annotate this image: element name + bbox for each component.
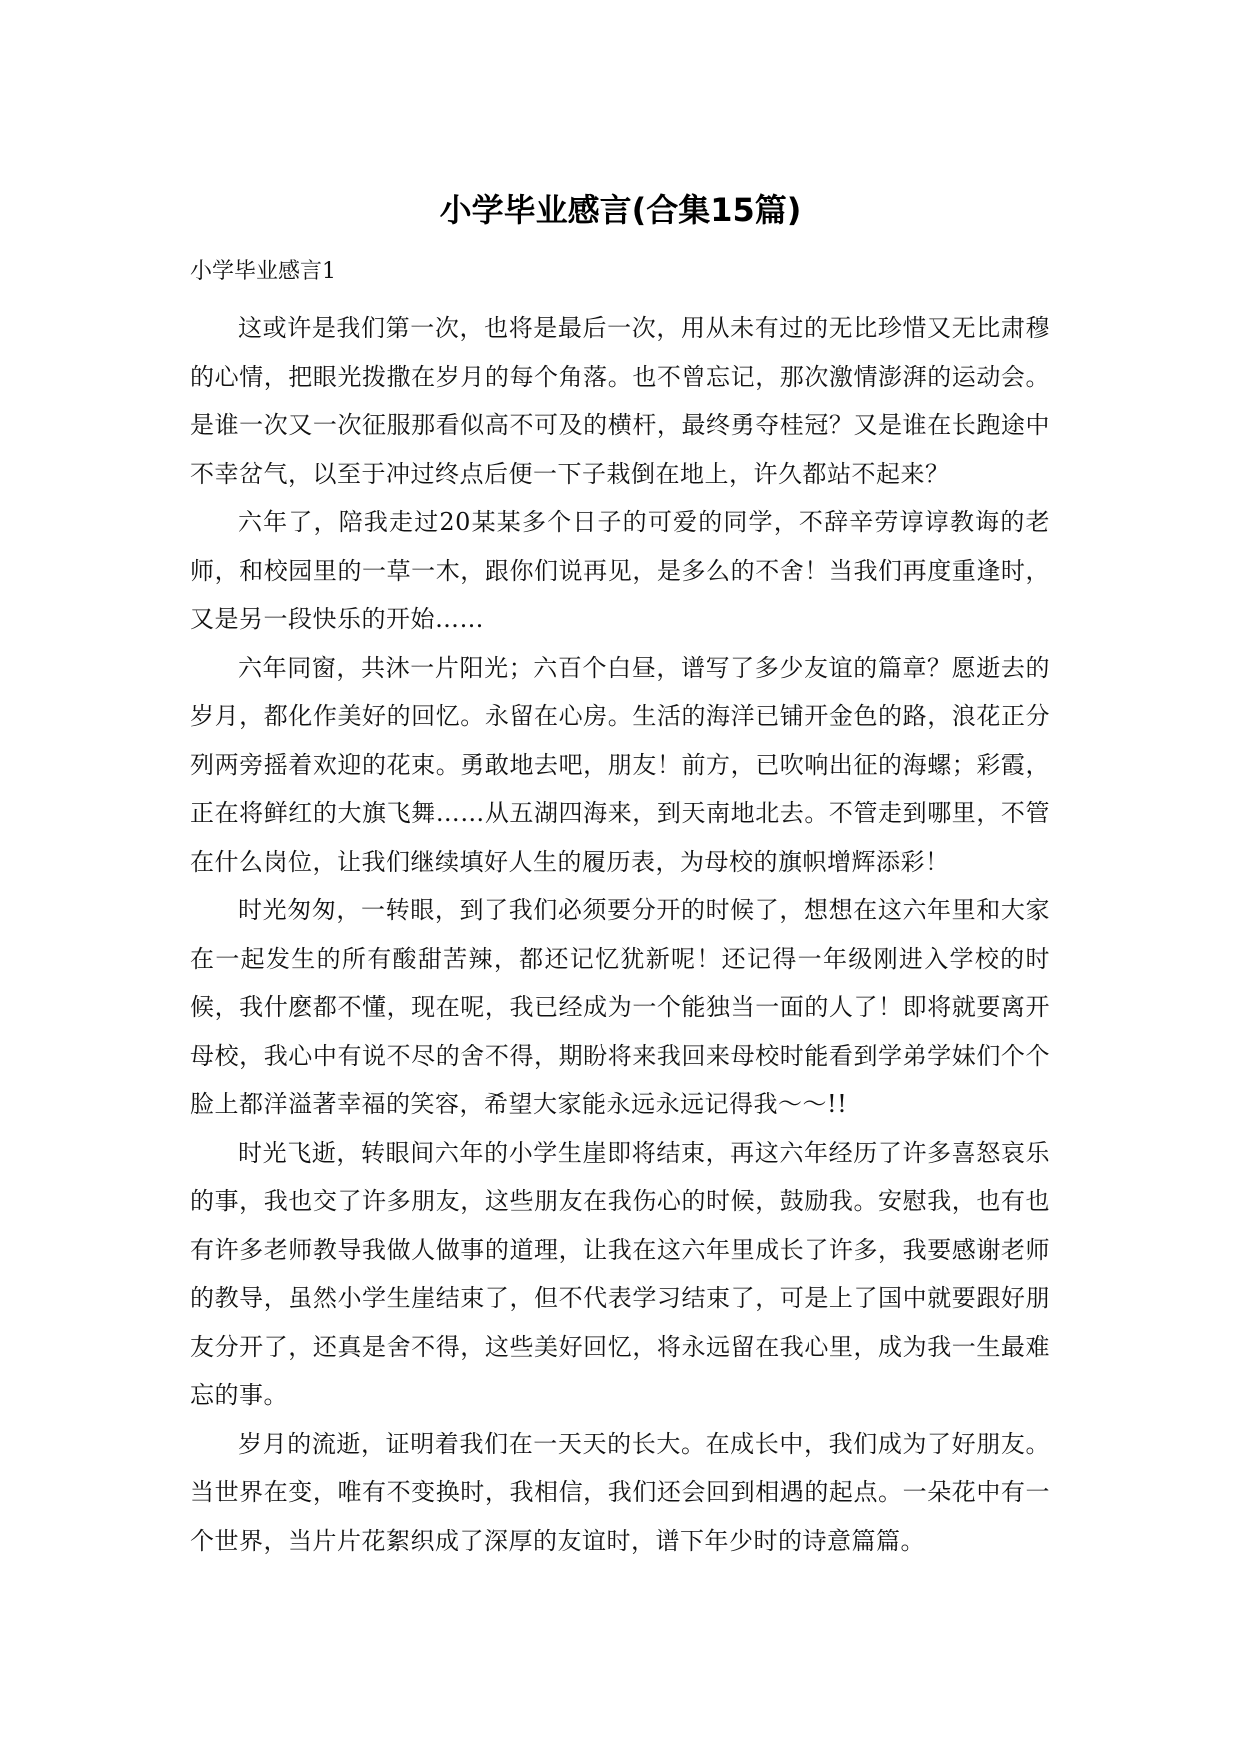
paragraph-1: 这或许是我们第一次，也将是最后一次，用从未有过的无比珍惜又无比肃穆的心情，把眼光拨撒在岁月的每个角落。也不曾忘记，那次激情澎湃的运动会。是谁一次又一次征服那看似高不可及的横杆，最终勇夺桂冠？又是谁在长跑途中不幸岔气，以至于冲过终点后便一下子栽倒在地上，许久都站不起来？	[190, 314, 1050, 488]
paragraph-4: 时光匆匆，一转眼，到了我们必须要分开的时候了，想想在这六年里和大家在一起发生的所有酸甜苦辣，都还记忆犹新呢！还记得一年级刚进入学校的时候，我什麽都不懂，现在呢，我已经成为一个能独当一面的人了！即将就要离开母校，我心中有说不尽的舍不得，期盼将来我回来母校时能看到学弟学妹们个个脸上都洋溢著幸福的笑容，希望大家能永远永远记得我～～!!	[190, 896, 1050, 1118]
section-heading: 小学毕业感言1	[190, 259, 336, 284]
paragraph-3: 六年同窗，共沐一片阳光；六百个白昼，谱写了多少友谊的篇章？愿逝去的岁月，都化作美好的回忆。永留在心房。生活的海洋已铺开金色的路，浪花正分列两旁摇着欢迎的花束。勇敢地去吧，朋友！前方，已吹响出征的海螺；彩霞，正在将鲜红的大旗飞舞……从五湖四海来，到天南地北去。不管走到哪里，不管在什么岗位，让我们继续填好人生的履历表，为母校的旗帜增辉添彩！	[190, 653, 1050, 876]
document-title: 小学毕业感言(合集15篇)	[439, 191, 802, 229]
paragraph-6: 岁月的流逝，证明着我们在一天天的长大。在成长中，我们成为了好朋友。当世界在变，唯有不变换时，我相信，我们还会回到相遇的起点。一朵花中有一个世界，当片片花絮织成了深厚的友谊时，谱下年少时的诗意篇篇。	[190, 1429, 1050, 1555]
paragraph-5: 时光飞逝，转眼间六年的小学生崖即将结束，再这六年经历了许多喜怒哀乐的事，我也交了许多朋友，这些朋友在我伤心的时候，鼓励我。安慰我，也有也有许多老师教导我做人做事的道理，让我在这六年里成长了许多，我要感谢老师的教导，虽然小学生崖结束了，但不代表学习结束了，可是上了国中就要跟好朋友分开了，还真是舍不得，这些美好回忆，将永远留在我心里，成为我一生最难忘的事。	[190, 1138, 1050, 1409]
paragraph-2: 六年了，陪我走过20某某多个日子的可爱的同学，不辞辛劳谆谆教诲的老师，和校园里的一草一木，跟你们说再见，是多么的不舍！当我们再度重逢时，又是另一段快乐的开始……	[190, 508, 1050, 633]
document-body	[190, 258, 1050, 1565]
